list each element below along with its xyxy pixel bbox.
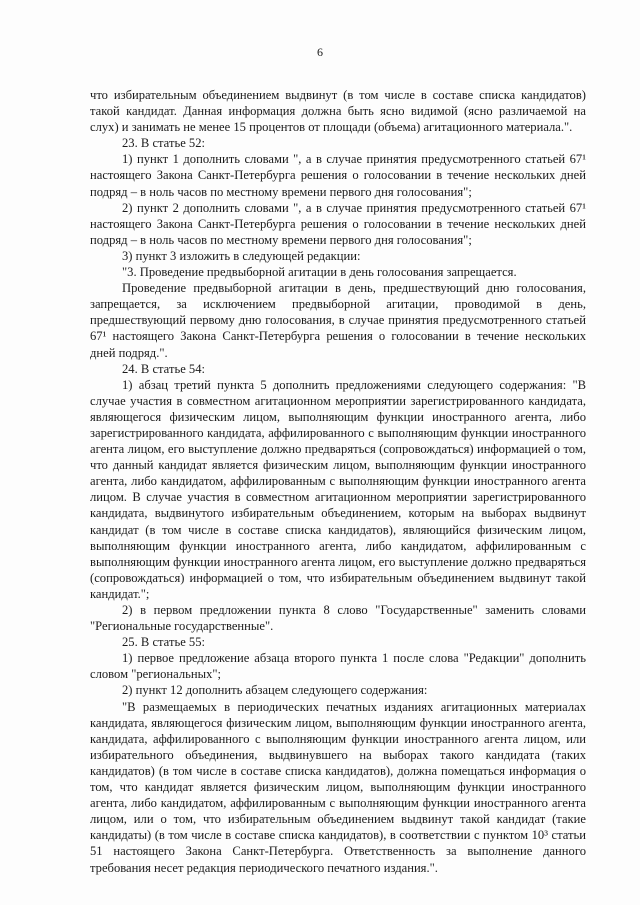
paragraph-item-24: 24. В статье 54: [122,361,206,376]
page-number: 6 [317,45,323,59]
paragraph-23-1: 1) пункт 1 дополнить словами ", а в случае принятия предусмотренного статьей 67¹ настоящего Закона Санкт-Петербурга решения о голосовании в течение нескольких дней подряд – в ноль часов по местному времени первого дня голосования"; [90,152,586,199]
paragraph-23-2: 2) пункт 2 дополнить словами ", а в случае принятия предусмотренного статьей 67¹ настоящего Закона Санкт-Петербурга решения о голосовании в течение нескольких дней подряд – в ноль часов по местному времени первого дня голосования"; [90,200,586,247]
paragraph-item-25: 25. В статье 55: [122,635,206,650]
paragraph-24-1: 1) абзац третий пункта 5 дополнить предложениями следующего содержания: "В случае участия в совместном агитационном мероприятии зарегистрированного кандидата, являющегося физическим лицом, выполняющим функции иностранного агента, либо зарегистрированного кандидата, аффилированного с выполняющим функции иностранного агента лицом, его выступление должно предваряться (сопровождаться) информацией о том, что данный кандидат является физическим лицом, выполняющим функции иностранного агента, либо кандидатом, аффилированным с выполняющим функции иностранного агента лицом. В случае участия в совместном агитационном мероприятии зарегистрированного кандидата, выдвинутого избирательным объединением, которым на выборах выдвинут кандидат (в том числе в составе списка кандидатов), являющийся физическим лицом, выполняющим функции иностранного агента, либо кандидатом, аффилированным с выполняющим функции иностранного агента лицом, его выступление должно предваряться (сопровождаться) информацией о том, что избирательным объединением выдвинут такой кандидат."; [90,377,586,601]
paragraph-25-1: 1) первое предложение абзаца второго пункта 1 после слова "Редакции" дополнить словом "региональных"; [90,651,586,682]
paragraph-23-3: 3) пункт 3 изложить в следующей редакции: [122,248,361,263]
paragraph-25-2-new-text: "В размещаемых в периодических печатных изданиях агитационных материалах кандидата, являющегося физическим лицом, выполняющим функции иностранного агента, кандидата, аффилированного с выполняющим функции иностранного агента лицом, или избирательного объединения, выдвинувшего на выборах такого кандидата (таких кандидатов) (в том числе в составе списка кандидатов), должна помещаться информация о том, что кандидат является физическим лицом, выполняющим функции иностранного агента, либо кандидатом, аффилированным с выполняющим функции иностранного агента лицом, или о том, что избирательным объединением выдвинут такой кандидат (такие кандидаты) (в том числе в составе списка кандидатов), в соответствии с пунктом 10³ статьи 51 настоящего Закона Санкт-Петербурга. Ответственность за выполнение данного требования несет редакция периодического печатного издания.". [90,699,586,875]
paragraph-continuation: что избирательным объединением выдвинут (в том числе в составе списка кандидатов) такой кандидат. Данная информация должна быть ясно видимой (ясно различаемой на слух) и занимать не менее 15 процентов от площади (объема) агитационного материала.". [90,88,586,135]
paragraph-24-2: 2) в первом предложении пункта 8 слово "Государственные" заменить словами "Региональные государственные". [90,603,586,634]
paragraph-23-3-point-3: "3. Проведение предвыборной агитации в день голосования запрещается. [122,265,517,280]
document-body [90,87,586,876]
paragraph-item-23: 23. В статье 52: [122,136,206,151]
paragraph-23-3-agitation: Проведение предвыборной агитации в день, предшествующий дню голосования, запрещается, за исключением предвыборной агитации, проводимой в день, предшествующий первому дню голосования, в случае принятия предусмотренного статьей 67¹ настоящего Закона Санкт-Петербурга решения о голосовании в течение нескольких дней подряд.". [90,281,586,360]
paragraph-25-2: 2) пункт 12 дополнить абзацем следующего содержания: [122,683,428,698]
